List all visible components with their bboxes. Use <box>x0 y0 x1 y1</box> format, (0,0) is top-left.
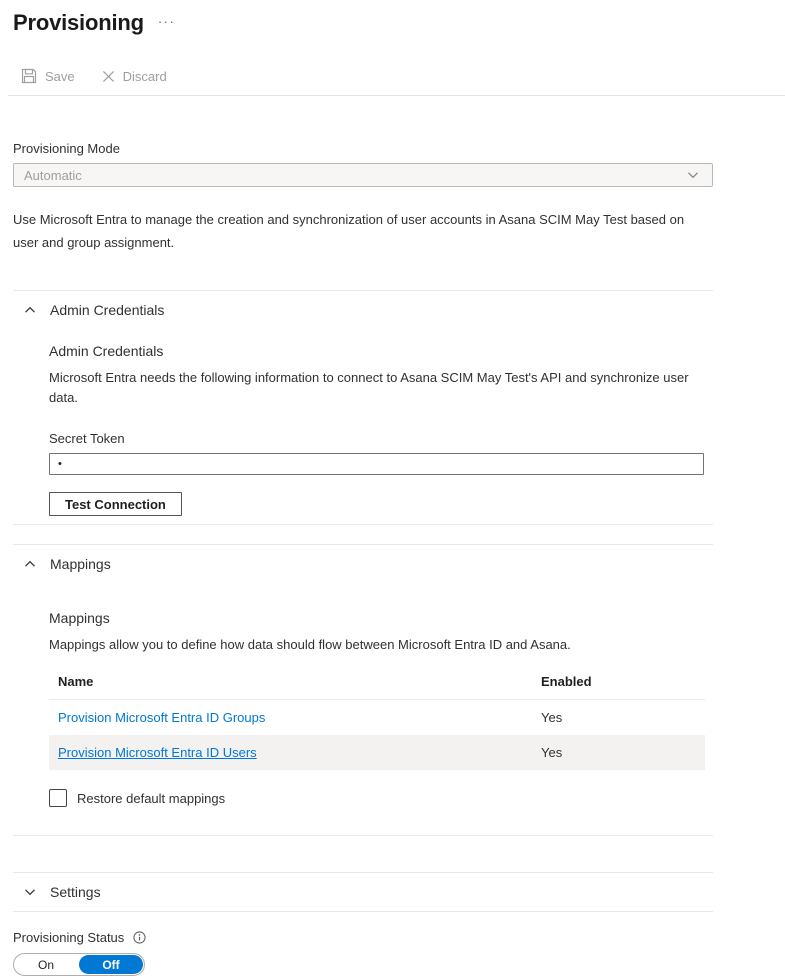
info-icon[interactable] <box>133 931 146 944</box>
section-divider <box>13 911 713 912</box>
page-header <box>0 0 785 36</box>
mapping-enabled-value: Yes <box>541 745 563 760</box>
mapping-link-users[interactable]: Provision Microsoft Entra ID Users <box>58 745 257 760</box>
mappings-subheader: Mappings <box>49 610 110 626</box>
secret-token-label: Secret Token <box>49 431 125 446</box>
mappings-table <box>49 665 705 770</box>
provisioning-mode-label: Provisioning Mode <box>13 141 120 156</box>
chevron-down-icon <box>23 885 37 899</box>
provisioning-mode-value: Automatic <box>24 167 82 183</box>
admin-credentials-section <box>49 343 785 516</box>
mappings-section <box>49 610 785 807</box>
toggle-option-on[interactable]: On <box>37 957 54 972</box>
intro-text: Use Microsoft Entra to manage the creation and synchronization of user accounts in Asana SCIM May Test based on user and group assignment. <box>13 212 685 250</box>
settings-section-header[interactable] <box>0 873 785 911</box>
discard-button[interactable] <box>102 69 167 84</box>
discard-icon <box>102 70 115 83</box>
more-menu-button[interactable]: ··· <box>157 14 176 29</box>
mappings-table-header-row <box>49 665 705 700</box>
mappings-section-header[interactable] <box>0 545 785 583</box>
page-title: Provisioning <box>13 10 144 35</box>
column-header-enabled: Enabled <box>532 665 705 700</box>
provisioning-status-label: Provisioning Status <box>13 930 125 945</box>
save-icon <box>21 68 37 84</box>
provisioning-mode-select[interactable] <box>13 163 713 187</box>
restore-default-mappings-label: Restore default mappings <box>77 790 226 806</box>
restore-default-mappings-row <box>49 789 785 807</box>
mappings-description: Mappings allow you to define how data should flow between Microsoft Entra ID and Asana. <box>49 637 571 652</box>
chevron-up-icon <box>23 303 37 317</box>
mapping-enabled-value: Yes <box>541 710 563 725</box>
settings-header-label: Settings <box>50 884 101 900</box>
save-button[interactable] <box>21 68 75 84</box>
provisioning-status-row <box>13 930 785 945</box>
chevron-up-icon <box>23 557 37 571</box>
restore-default-mappings-checkbox[interactable] <box>49 789 67 807</box>
save-button-label: Save <box>45 68 75 84</box>
provisioning-status-toggle[interactable] <box>13 953 145 976</box>
section-divider <box>13 524 713 525</box>
admin-credentials-description: Microsoft Entra needs the following information to connect to Asana SCIM May Test's API and synchronize user data. <box>49 370 689 405</box>
chevron-down-icon <box>686 168 700 182</box>
discard-button-label: Discard <box>122 68 167 84</box>
test-connection-button[interactable]: Test Connection <box>49 492 182 516</box>
secret-token-input[interactable] <box>49 453 704 475</box>
section-divider <box>13 835 713 836</box>
table-row <box>49 735 705 770</box>
admin-credentials-subheader: Admin Credentials <box>49 343 164 359</box>
column-header-name: Name <box>49 665 532 700</box>
toggle-option-off[interactable]: Off <box>79 955 143 974</box>
table-row <box>49 700 705 736</box>
admin-credentials-section-header[interactable] <box>0 291 785 329</box>
command-bar <box>0 64 785 88</box>
admin-credentials-header-label: Admin Credentials <box>50 302 165 318</box>
toolbar-divider <box>8 95 785 96</box>
mappings-header-label: Mappings <box>50 556 111 572</box>
mapping-link-groups[interactable]: Provision Microsoft Entra ID Groups <box>58 710 266 725</box>
